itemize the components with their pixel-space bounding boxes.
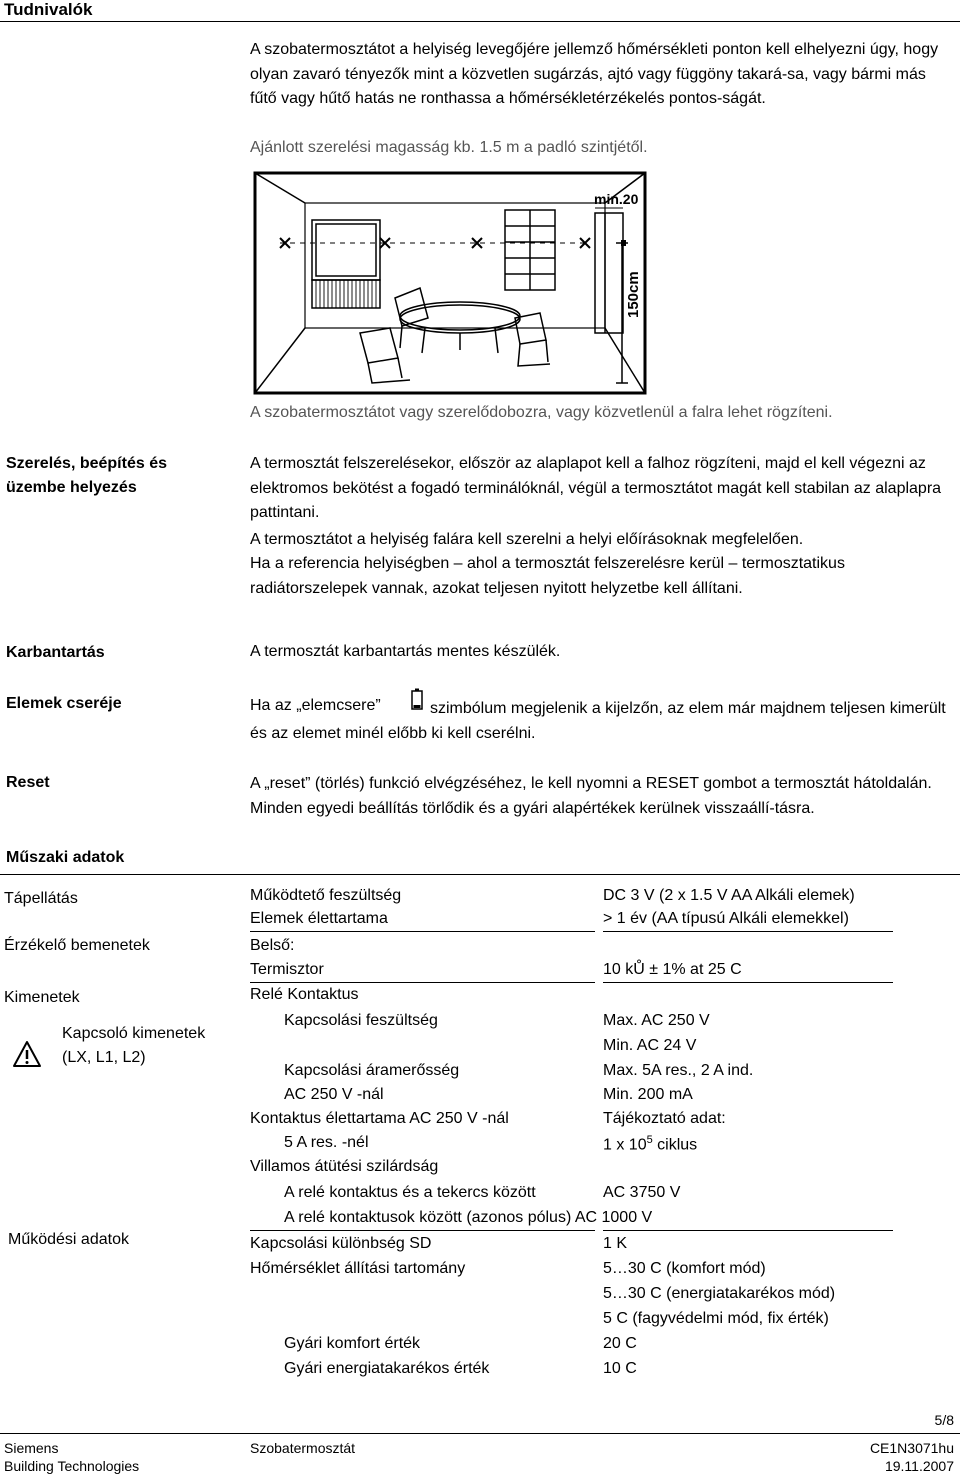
- sw-voltage-value-2: Min. AC 24 V: [603, 1037, 697, 1054]
- install-p1: A termosztát felszerelésekor, először az alaplapot kell a falhoz rögzíteni, majd el kell végezni az elektromos bekötést a fogadó terminálóknál, végül a termosztátot magát kell stabilan az alaplapra pattintani.: [250, 455, 942, 521]
- thermistor-key: Termisztor: [250, 961, 324, 978]
- relay-coil-value: AC 3750 V: [603, 1184, 681, 1201]
- footer-product: Szobatermosztát: [250, 1440, 356, 1456]
- tech-heading: Műszaki adatok: [6, 849, 125, 866]
- min-label: min.20: [594, 191, 639, 207]
- comfort-value: 20 C: [603, 1335, 637, 1352]
- height-label: 150cm: [625, 271, 642, 318]
- life-value: > 1 év (AA típusú Alkáli elemekkel): [603, 910, 849, 927]
- ac250-key: AC 250 V -nál: [284, 1086, 384, 1103]
- sw-current-value: Max. 5A res., 2 A ind.: [603, 1062, 754, 1079]
- figure-caption: A szobatermosztátot vagy szerelődobozra, vagy közvetlenül a falra lehet rögzíteni.: [250, 404, 833, 421]
- relay-key: Relé Kontaktus: [250, 986, 359, 1003]
- range-value-3: 5 C (fagyvédelmi mód, fix érték): [603, 1310, 829, 1327]
- rule-a: [250, 931, 595, 932]
- sw-voltage-value-1: Max. AC 250 V: [603, 1012, 710, 1029]
- sd-value: 1 K: [603, 1235, 628, 1252]
- warning-icon: [12, 1040, 42, 1068]
- height-note: Ajánlott szerelési magasság kb. 1.5 m a padló szintjétől.: [250, 139, 648, 156]
- internal-key: Belső:: [250, 937, 295, 954]
- header-rule: [0, 21, 960, 22]
- footer-company-2: Building Technologies: [4, 1458, 140, 1474]
- install-p2: A termosztátot a helyiség falára kell szerelni a helyi előírásoknak megfelelően.: [250, 531, 804, 548]
- install-heading: Szerelés, beépítés és üzembe helyezés: [6, 455, 167, 496]
- rule-e: [250, 1230, 595, 1231]
- rule-b: [603, 931, 893, 932]
- label-operation: Működési adatok: [8, 1231, 129, 1248]
- intro-text: A szobatermosztátot a helyiség levegőjére jellemző hőmérsékleti ponton kell elhelyezni úgy, hogy olyan zavaró tényezők mint a közvetlen sugárzás, ajtó vagy függöny takará-sa, vagy bármi más fűtő vagy hűtő hatás ne ronthassa a hőmérsékletérzékelés pontos-ságát.: [250, 41, 939, 107]
- reset-heading: Reset: [6, 774, 50, 791]
- voltage-value: DC 3 V (2 x 1.5 V AA Alkáli elemek): [603, 887, 855, 904]
- sw-current-key: Kapcsolási áramerősség: [284, 1062, 460, 1079]
- relay-between: A relé kontaktusok között (azonos pólus) AC 1000 V: [284, 1209, 653, 1226]
- relay-coil-key: A relé kontaktus és a tekercs között: [284, 1184, 536, 1201]
- label-outputs: Kimenetek: [4, 989, 80, 1006]
- label-switch-outputs-1: Kapcsoló kimenetek: [62, 1025, 206, 1042]
- install-p3: Ha a referencia helyiségben – ahol a termosztát felszerelésre kerül – termosztatikus radiátorszelepek vannak, azokat teljesen nyitott helyzetbe kell állítani.: [250, 555, 845, 597]
- label-switch-outputs-2: (LX, L1, L2): [62, 1049, 146, 1066]
- res5-value: 1 x $10^5$ ciklus: [603, 1134, 698, 1154]
- voltage-key: Működtető feszültség: [250, 887, 402, 904]
- reset-text: A „reset” (törlés) funkció elvégzéséhez, le kell nyomni a RESET gombot a termosztát hátoldalán. Minden egyedi beállítás törlődik és a gyári alapértékek kerülnek visszaállí-tásra.: [250, 775, 932, 817]
- footer-rule: [0, 1433, 960, 1434]
- footer-company-1: Siemens: [4, 1440, 59, 1456]
- thermostat-position-marker: [621, 240, 626, 246]
- range-value-2: 5…30 C (energiatakarékos mód): [603, 1285, 836, 1302]
- eco-key: Gyári energiatakarékos érték: [284, 1360, 490, 1377]
- label-power: Tápellátás: [4, 890, 78, 907]
- ac250-value: Min. 200 mA: [603, 1086, 693, 1103]
- maintenance-text: A termosztát karbantartás mentes készülék.: [250, 643, 561, 660]
- sd-key: Kapcsolási különbség SD: [250, 1235, 432, 1252]
- rule-d: [603, 982, 893, 983]
- rule-f: [603, 1230, 893, 1231]
- contact-life-value: Tájékoztató adat:: [603, 1110, 726, 1127]
- label-sensor: Érzékelő bemenetek: [4, 937, 150, 954]
- battery-text-b: szimbólum megjelenik a kijelzőn, az elem már majdnem teljesen kimerült és az elemet minél előbb ki kell cserélni.: [250, 700, 946, 742]
- range-key: Hőmérséklet állítási tartomány: [250, 1260, 466, 1277]
- thermistor-value: 10 kŮ ± 1% at 25 C: [603, 961, 742, 978]
- tech-rule: [0, 874, 960, 875]
- maintenance-heading: Karbantartás: [6, 644, 105, 661]
- footer-date: 19.11.2007: [884, 1458, 954, 1474]
- footer-doc: CE1N3071hu: [869, 1440, 954, 1456]
- room-illustration: [250, 168, 650, 398]
- contact-life-key: Kontaktus élettartama AC 250 V -nál: [250, 1110, 509, 1127]
- comfort-key: Gyári komfort érték: [284, 1335, 421, 1352]
- life-key: Elemek élettartama: [250, 910, 388, 927]
- eco-value: 10 C: [603, 1360, 637, 1377]
- battery-heading: Elemek cseréje: [6, 695, 122, 712]
- page-number: 5/8: [934, 1412, 954, 1428]
- sw-voltage-key: Kapcsolási feszültség: [284, 1012, 438, 1029]
- range-value-1: 5…30 C (komfort mód): [603, 1260, 766, 1277]
- rule-c: [250, 982, 595, 983]
- res5-key: 5 A res. -nél: [284, 1134, 369, 1151]
- battery-text-a: Ha az „elemcsere”: [250, 697, 381, 714]
- dielectric-key: Villamos átütési szilárdság: [250, 1158, 439, 1175]
- page-header-title: Tudnivalók: [4, 0, 93, 19]
